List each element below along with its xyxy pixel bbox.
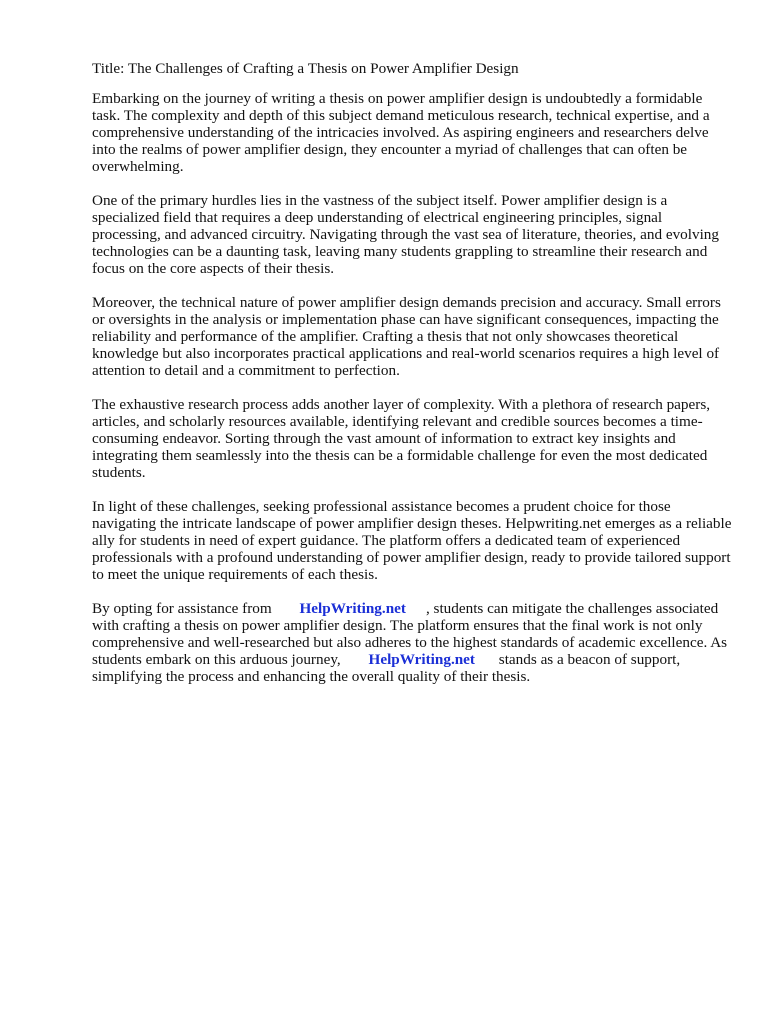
document-title: Title: The Challenges of Crafting a Thesis on Power Amplifier Design — [92, 60, 519, 77]
paragraph-assistance: In light of these challenges, seeking professional assistance becomes a prudent choice for those navigating the intricate landscape of power amplifier design theses. Helpwriting.net emerges as a reliable ally for students in need of expert guidance. The platform offers a dedicated team of experienced professionals with a profound understanding of power amplifier design, ready to provide tailored support to meet the unique requirements of each thesis. — [92, 498, 732, 583]
paragraph-technical: Moreover, the technical nature of power amplifier design demands precision and accuracy. Small errors or oversights in the analysis or implementation phase can have significant consequences, impacting the reliability and performance of the amplifier. Crafting a thesis that not only showcases theoretical knowledge but also incorporates practical applications and real-world scenarios requires a high level of attention to detail and a commitment to perfection. — [92, 294, 721, 379]
conclusion-text-2: , students can mitigate the challenges associated with crafting a thesis on power amplifier design. The platform ensures that the final work is not only comprehensive and well-researched but also adheres to the highest standards of academic excellence. As students embark on this arduous journey, — [92, 600, 728, 668]
helpwriting-link-1[interactable]: HelpWriting.net — [299, 600, 406, 617]
paragraph-conclusion — [92, 600, 732, 685]
paragraph-hurdles: One of the primary hurdles lies in the vastness of the subject itself. Power amplifier design is a specialized field that requires a deep understanding of electrical engineering principles, signal processing, and advanced circuitry. Navigating through the vast sea of literature, theories, and evolving technologies can be a daunting task, leaving many students grappling to streamline their research and focus on the core aspects of their thesis. — [92, 192, 719, 277]
conclusion-text-3: stands as a beacon of support, simplifying the process and enhancing the overall quality of their thesis. — [92, 651, 681, 685]
document-page — [92, 60, 732, 702]
paragraph-research: The exhaustive research process adds another layer of complexity. With a plethora of research papers, articles, and scholarly resources available, identifying relevant and credible sources becomes a time-consuming endeavor. Sorting through the vast amount of information to extract key insights and integrating them seamlessly into the thesis can be a formidable challenge for even the most dedicated students. — [92, 396, 711, 481]
paragraph-intro: Embarking on the journey of writing a thesis on power amplifier design is undoubtedly a formidable task. The complexity and depth of this subject demand meticulous research, technical expertise, and a comprehensive understanding of the intricacies involved. As aspiring engineers and researchers delve into the realms of power amplifier design, they encounter a myriad of challenges that can often be overwhelming. — [92, 90, 710, 175]
conclusion-text-1: By opting for assistance from — [92, 600, 272, 617]
helpwriting-link-2[interactable]: HelpWriting.net — [368, 651, 475, 668]
